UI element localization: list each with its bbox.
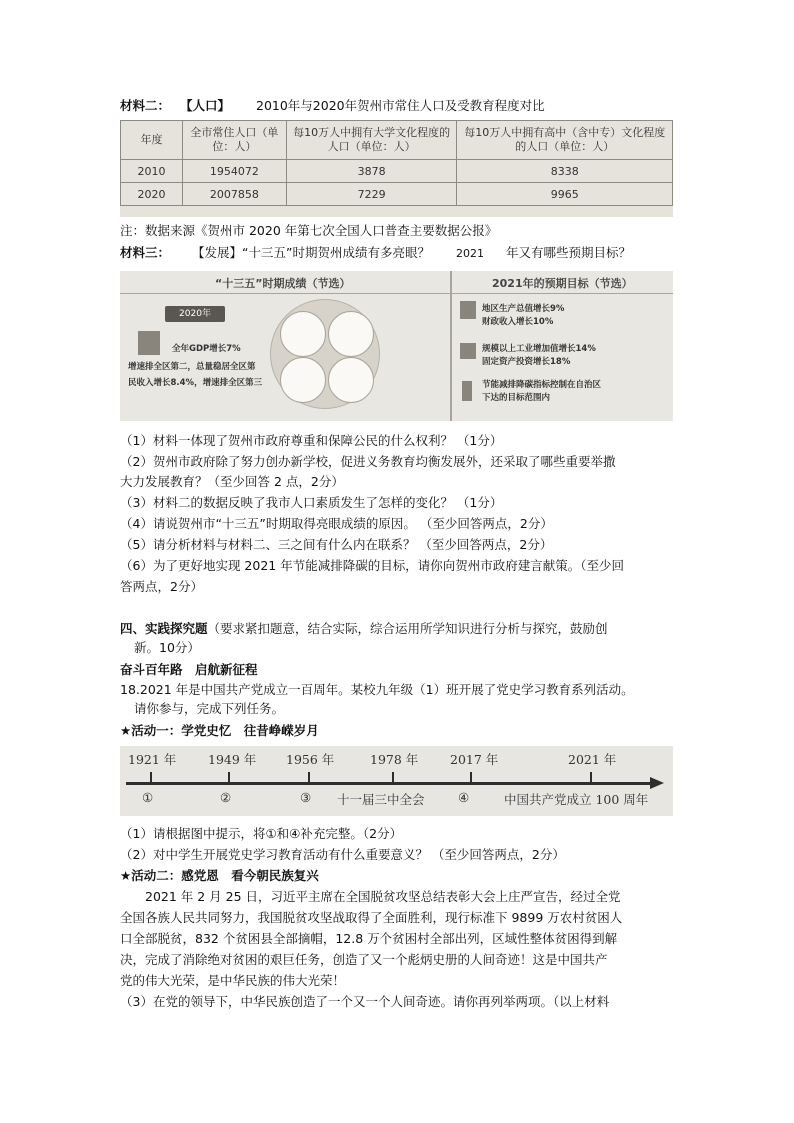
population-table-photo: [120, 120, 673, 217]
factory-icon: [460, 343, 476, 359]
paragraph-line: 2021 年 2 月 25 日，习近平主席在全国脱贫攻坚总结表彰大会上庄严宣告，经过全党: [120, 889, 621, 904]
material3-heading: [120, 244, 631, 263]
activity-2-q3: （3）在党的领导下，中华民族创造了一个又一个人间奇迹。请你再列举两项。（以上材料: [120, 994, 610, 1009]
bubble-icon: [280, 357, 326, 403]
table-cell: 7229: [286, 183, 457, 206]
question-1: （1）材料一体现了贺州市政府尊重和保障公民的什么权利？ （1分）: [120, 433, 503, 448]
question-2: （2）贺州市政府除了努力创办新学校，促进义务教育均衡发展外，还采取了哪些重要举撒: [120, 454, 616, 469]
material2-tag: 【人口】: [180, 98, 231, 113]
material2-title: 2010年与2020年贺州市常住人口及受教育程度对比: [256, 98, 545, 113]
year-badge: 2020年: [165, 306, 225, 322]
timeline-year: 1978 年: [370, 752, 419, 767]
achievements-photo: [120, 271, 673, 421]
paragraph-line: 党的伟大光荣，是中华民族的伟大光荣！: [120, 973, 346, 988]
material3-year: 2021: [455, 247, 484, 260]
table-row: [121, 183, 673, 206]
bubble-icon: [328, 357, 374, 403]
bubble-icon: [328, 311, 374, 357]
target-1b: 财政收入增长10%: [482, 317, 554, 327]
timeline-year: 2021 年: [568, 752, 617, 767]
left-photo-title: “十三五”时期成绩（节选）: [215, 277, 351, 290]
target-2a: 规模以上工业增加值增长14%: [482, 344, 596, 354]
timeline-label: ②: [220, 790, 232, 805]
target-2b: 固定资产投资增长18%: [482, 357, 571, 367]
question-3: （3）材料二的数据反映了我市人口素质发生了怎样的变化？ （1分）: [120, 495, 503, 510]
timeline-axis: [126, 782, 656, 785]
material2-label: 材料二：: [120, 98, 171, 113]
table-cell: 2010: [121, 160, 183, 183]
table-row: [121, 160, 673, 183]
question-18-cont: 请你参与，完成下列任务。: [134, 701, 285, 716]
question-5: （5）请分析材料与材料二、三之间有什么内在联系？ （至少回答两点，2分）: [120, 537, 553, 552]
question-2-cont: 大力发展教育？（至少回答 2 点，2分）: [120, 474, 344, 489]
timeline-year: 2017 年: [450, 752, 499, 767]
paragraph-line: 口全部脱贫，832 个贫困县全部摘帽，12.8 万个贫困村全部出列，区域性整体贫困得到解: [120, 931, 618, 946]
table-header: 全市常住人口（单位：人）: [182, 121, 286, 160]
rank-line-2: 民收入增长8.4%，增速排全区第三: [128, 378, 263, 388]
timeline-label: ④: [458, 790, 470, 805]
section4-instructions: （要求紧扣题意，结合实际，综合运用所学知识进行分析与探究，鼓励创: [207, 621, 608, 636]
timeline-label: 中国共产党成立 100 周年: [504, 792, 649, 807]
target-3a: 节能减排降碳指标控制在自治区: [482, 380, 602, 390]
paragraph-line: 全国各族人民共同努力，我国脱贫攻坚战取得了全面胜利，现行标准下 9899 万农村贫困人: [120, 910, 623, 925]
activity-1-q1: （1）请根据图中提示，将①和④补充完整。（2分）: [120, 826, 403, 841]
gdp-growth: 全年GDP增长7%: [172, 344, 241, 354]
activity-2-title: ★活动二：感党恩 看今朝民族复兴: [120, 868, 319, 883]
timeline-label: ③: [300, 790, 312, 805]
timeline-arrow-icon: [650, 777, 664, 789]
table-header: 年度: [121, 121, 183, 160]
target-1a: 地区生产总值增长9%: [482, 304, 565, 314]
material2-heading: [120, 97, 545, 115]
bubble-icon: [280, 311, 326, 357]
right-photo-title: 2021年的预期目标（节选）: [492, 277, 633, 290]
activity-1-q2: （2）对中学生开展党史学习教育活动有什么重要意义？ （至少回答两点，2分）: [120, 847, 565, 862]
target-3b: 下达的目标范围内: [482, 393, 551, 403]
timeline-year: 1921 年: [128, 752, 177, 767]
table-cell: 2020: [121, 183, 183, 206]
question-4: （4）请说贺州市“十三五”时期取得亮眼成绩的原因。 （至少回答两点，2分）: [120, 516, 553, 531]
question-18: 18.2021 年是中国共产党成立一百周年。某校九年级（1）班开展了党史学习教育系列活动。: [120, 682, 634, 697]
table-header: 每10万人中拥有高中（含中专）文化程度的人口（单位：人）: [457, 121, 673, 160]
chart-icon: [460, 301, 476, 319]
population-table: [120, 120, 673, 206]
material3-tag: 【发展】: [192, 245, 243, 260]
timeline-label: 十一届三中全会: [337, 792, 425, 807]
timeline-year: 1956 年: [286, 752, 335, 767]
timeline-photo: [120, 746, 673, 816]
table-cell: 2007858: [182, 183, 286, 206]
section4-heading: 四、实践探究题: [120, 621, 208, 636]
section4-instructions-cont: 新。10分）: [134, 640, 200, 655]
table-cell: 1954072: [182, 160, 286, 183]
rank-line-1: 增速排全区第二，总量稳居全区第: [128, 362, 256, 372]
material3-question2: 年又有哪些预期目标？: [505, 245, 631, 260]
section4-heading-line: [120, 620, 608, 638]
timeline-label: ①: [142, 790, 154, 805]
timeline-year: 1949 年: [208, 752, 257, 767]
plant-icon: [462, 381, 472, 401]
table-cell: 8338: [457, 160, 673, 183]
paragraph-line: 决，完成了消除绝对贫困的艰巨任务，创造了又一个彪炳史册的人间奇迹！这是中国共产: [120, 952, 608, 967]
table-header: 每10万人中拥有大学文化程度的人口（单位：人）: [286, 121, 457, 160]
data-source-note: 注：数据来源《贺州市 2020 年第七次全国人口普查主要数据公报》: [120, 223, 498, 238]
question-6-cont: 答两点，2分）: [120, 579, 203, 594]
section4-subtitle: 奋斗百年路 启航新征程: [120, 662, 258, 677]
growth-chart-icon: [138, 331, 160, 355]
material3-label: 材料三：: [120, 245, 171, 260]
table-cell: 3878: [286, 160, 457, 183]
activity-1-title: ★活动一：学党史忆 往昔峥嵘岁月: [120, 723, 319, 738]
question-6: （6）为了更好地实现 2021 年节能减排降碳的目标，请你向贺州市政府建言献策。（至少回: [120, 558, 624, 573]
material3-question: “十三五”时期贺州成绩有多亮眼？: [242, 245, 430, 260]
table-cell: 9965: [457, 183, 673, 206]
